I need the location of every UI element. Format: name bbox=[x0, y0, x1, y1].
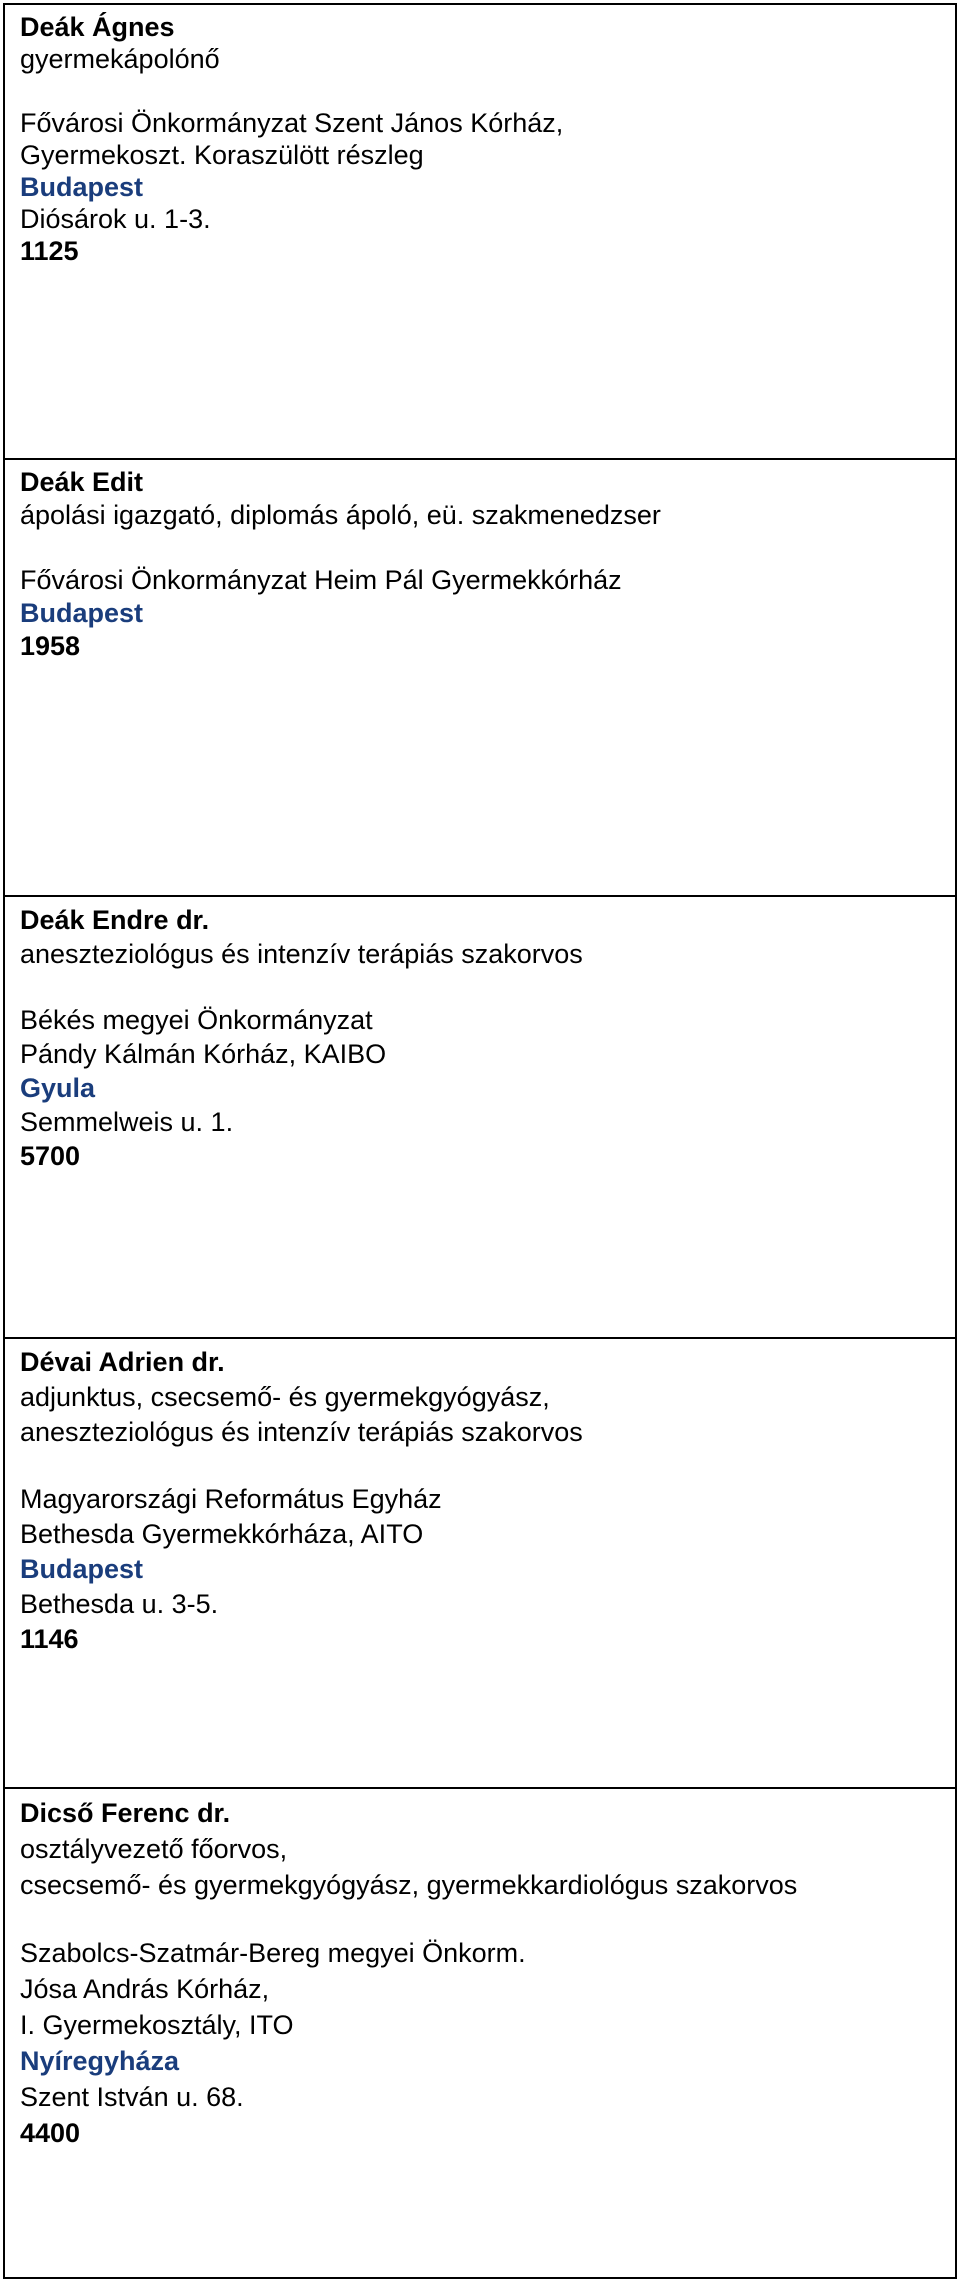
person-title: gyermekápolónő bbox=[20, 44, 220, 74]
city: Budapest bbox=[20, 1554, 144, 1584]
institution-line: Fővárosi Önkormányzat Heim Pál Gyermekkórház bbox=[20, 565, 622, 595]
directory-entry bbox=[5, 1787, 955, 2281]
person-title: ápolási igazgató, diplomás ápoló, eü. szakmenedzser bbox=[20, 500, 661, 530]
spacer bbox=[20, 971, 955, 1003]
institution-line: I. Gyermekosztály, ITO bbox=[20, 2010, 294, 2040]
street-address: Diósárok u. 1-3. bbox=[20, 204, 211, 234]
postal-code: 1146 bbox=[20, 1624, 79, 1654]
directory-entry bbox=[5, 895, 955, 1337]
person-name: Dévai Adrien dr. bbox=[20, 1347, 225, 1377]
institution-line: Fővárosi Önkormányzat Szent János Kórház, bbox=[20, 108, 564, 138]
person-name: Deák Endre dr. bbox=[20, 905, 210, 935]
spacer bbox=[20, 1450, 955, 1482]
person-name: Dicső Ferenc dr. bbox=[20, 1798, 231, 1828]
city: Budapest bbox=[20, 172, 144, 202]
person-title: csecsemő- és gyermekgyógyász, gyermekkardiológus szakorvos bbox=[20, 1870, 798, 1900]
postal-code: 1958 bbox=[20, 631, 81, 661]
institution-line: Szabolcs-Szatmár-Bereg megyei Önkorm. bbox=[20, 1938, 526, 1968]
postal-code: 4400 bbox=[20, 2118, 81, 2148]
spacer bbox=[20, 1903, 955, 1935]
city: Gyula bbox=[20, 1073, 96, 1103]
spacer bbox=[20, 532, 955, 564]
institution-line: Jósa András Kórház, bbox=[20, 1974, 270, 2004]
person-name: Deák Edit bbox=[20, 467, 144, 497]
person-title: aneszteziológus és intenzív terápiás szakorvos bbox=[20, 939, 583, 969]
street-address: Semmelweis u. 1. bbox=[20, 1107, 234, 1137]
street-address: Bethesda u. 3-5. bbox=[20, 1589, 219, 1619]
spacer bbox=[20, 75, 955, 107]
institution-line: Pándy Kálmán Kórház, KAIBO bbox=[20, 1039, 387, 1069]
person-title: osztályvezető főorvos, bbox=[20, 1834, 288, 1864]
directory-entry bbox=[5, 458, 955, 895]
institution-line: Magyarországi Református Egyház bbox=[20, 1484, 442, 1514]
person-title: adjunktus, csecsemő- és gyermekgyógyász, bbox=[20, 1382, 550, 1412]
person-title: aneszteziológus és intenzív terápiás szakorvos bbox=[20, 1417, 583, 1447]
city: Budapest bbox=[20, 598, 144, 628]
postal-code: 1125 bbox=[20, 236, 79, 266]
postal-code: 5700 bbox=[20, 1141, 81, 1171]
institution-line: Bethesda Gyermekkórháza, AITO bbox=[20, 1519, 424, 1549]
street-address: Szent István u. 68. bbox=[20, 2082, 244, 2112]
directory-table bbox=[3, 3, 957, 2279]
directory-entry bbox=[5, 1337, 955, 1787]
institution-line: Békés megyei Önkormányzat bbox=[20, 1005, 373, 1035]
institution-line: Gyermekoszt. Koraszülött részleg bbox=[20, 140, 424, 170]
person-name: Deák Ágnes bbox=[20, 12, 175, 42]
city: Nyíregyháza bbox=[20, 2046, 180, 2076]
directory-entry bbox=[5, 5, 955, 458]
